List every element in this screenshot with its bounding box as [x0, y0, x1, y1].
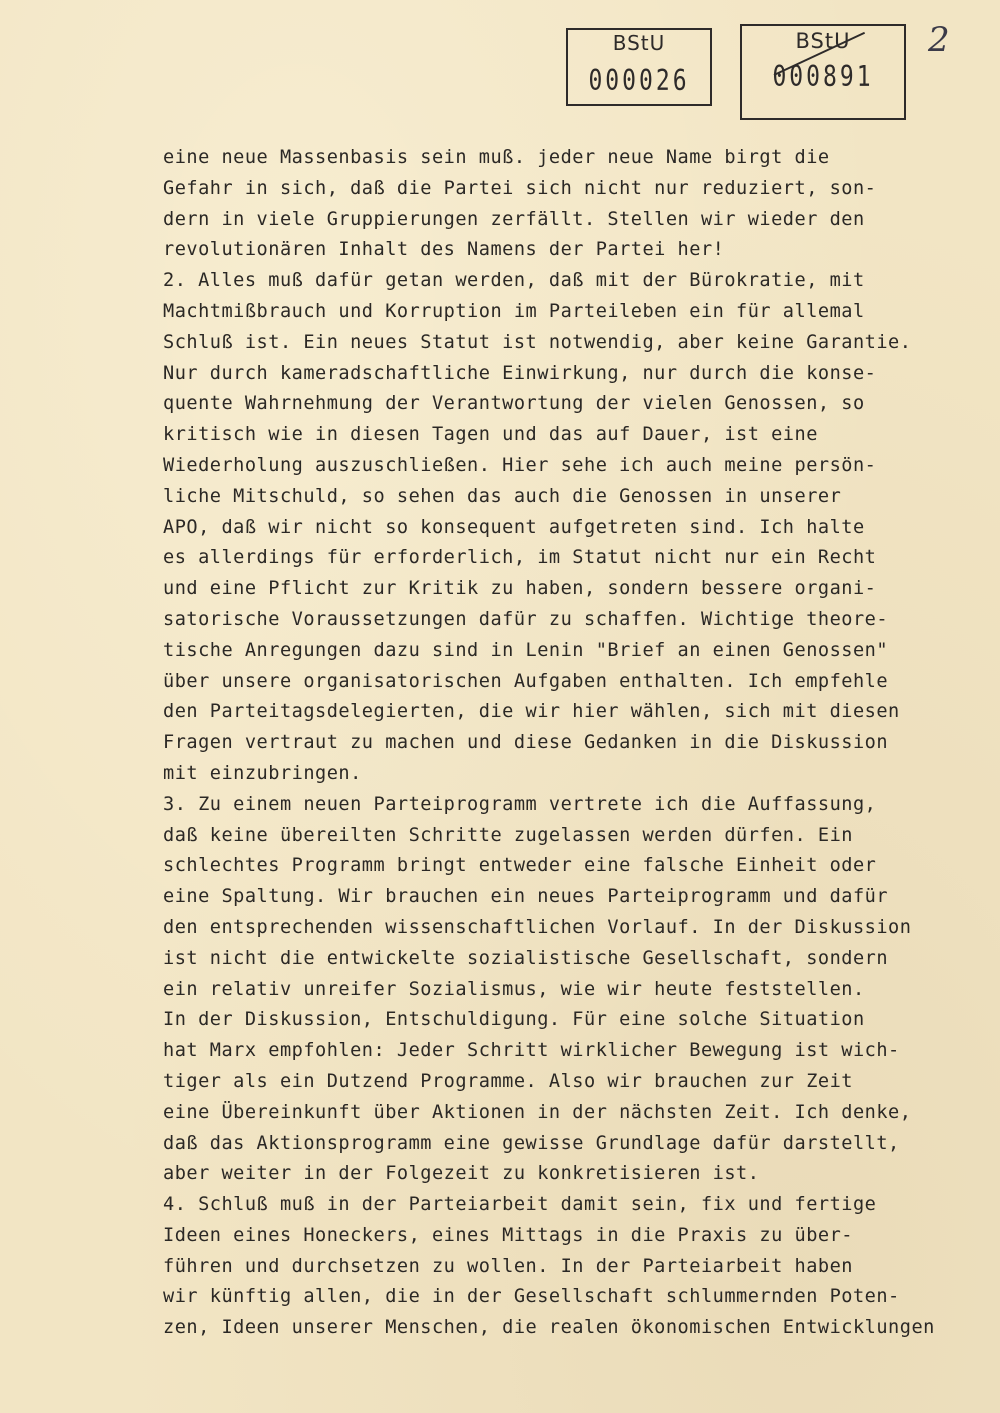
text-line: ist nicht die entwickelte sozialistische Gesellschaft, sondern — [163, 947, 889, 969]
stamp-number: 000026 — [588, 64, 690, 98]
text-line: In der Diskussion, Entschuldigung. Für eine solche Situation — [163, 1009, 865, 1031]
text-line: revolutionären Inhalt des Namens der Partei her! — [163, 239, 725, 261]
text-line: Machtmißbrauch und Korruption im Parteileben ein für allemal — [163, 300, 865, 322]
text-line: über unsere organisatorischen Aufgaben enthalten. Ich empfehle — [163, 670, 889, 692]
text-line: ein relativ unreifer Sozialismus, wie wir heute feststellen. — [163, 978, 865, 1000]
text-line: satorische Voraussetzungen dafür zu schaffen. Wichtige theore- — [163, 608, 889, 630]
text-line: APO, daß wir nicht so konsequent aufgetreten sind. Ich halte — [163, 516, 865, 538]
bstu-stamp-left — [566, 28, 712, 106]
text-line: eine Übereinkunft über Aktionen in der nächsten Zeit. Ich denke, — [163, 1101, 912, 1123]
bstu-stamp-right — [740, 24, 906, 120]
text-line: und eine Pflicht zur Kritik zu haben, sondern bessere organi- — [163, 578, 877, 600]
text-line: den Parteitagsdelegierten, die wir hier wählen, sich mit diesen — [163, 701, 900, 723]
text-line: schlechtes Programm bringt entweder eine falsche Einheit oder — [163, 855, 877, 877]
text-line: 3. Zu einem neuen Parteiprogramm vertrete ich die Auffassung, — [163, 793, 877, 815]
text-line: 4. Schluß muß in der Parteiarbeit damit sein, fix und fertige — [163, 1194, 877, 1216]
text-line: mit einzubringen. — [163, 762, 362, 784]
text-line: tische Anregungen dazu sind in Lenin "Brief an einen Genossen" — [163, 639, 889, 661]
text-line: wir künftig allen, die in der Gesellschaft schlummernden Poten- — [163, 1286, 900, 1308]
text-line: dern in viele Gruppierungen zerfällt. Stellen wir wieder den — [163, 208, 865, 230]
text-line: hat Marx empfohlen: Jeder Schritt wirklicher Bewegung ist wich- — [163, 1040, 900, 1062]
text-line: aber weiter in der Folgezeit zu konkretisieren ist. — [163, 1163, 760, 1185]
handwritten-page-number: 2 — [928, 20, 950, 60]
text-line: Nur durch kameradschaftliche Einwirkung, nur durch die konse- — [163, 362, 877, 384]
text-line: quente Wahrnehmung der Verantwortung der vielen Genossen, so — [163, 393, 865, 415]
text-line: Fragen vertraut zu machen und diese Gedanken in die Diskussion — [163, 732, 889, 754]
text-line: kritisch wie in diesen Tagen und das auf Dauer, ist eine — [163, 424, 818, 446]
text-line: liche Mitschuld, so sehen das auch die Genossen in unserer — [163, 485, 842, 507]
stamp-label: BStU — [612, 31, 666, 55]
stamp-number-crossed-out: 000891 — [772, 60, 874, 94]
text-line: Schluß ist. Ein neues Statut ist notwendig, aber keine Garantie. — [163, 331, 912, 353]
text-line: Ideen eines Honeckers, eines Mittags in die Praxis zu über- — [163, 1224, 853, 1246]
text-line: Wiederholung auszuschließen. Hier sehe ich auch meine persön- — [163, 454, 877, 476]
text-line: eine Spaltung. Wir brauchen ein neues Parteiprogramm und dafür — [163, 886, 889, 908]
text-line: daß keine übereilten Schritte zugelassen werden dürfen. Ein — [163, 824, 853, 846]
text-line: eine neue Massenbasis sein muß. jeder neue Name birgt die — [163, 147, 830, 168]
text-line: den entsprechenden wissenschaftlichen Vorlauf. In der Diskussion — [163, 916, 912, 938]
text-line: Gefahr in sich, daß die Partei sich nicht nur reduziert, son- — [163, 177, 877, 199]
stamp-label: BStU — [795, 29, 851, 53]
typewritten-body-text — [163, 143, 963, 1344]
text-line: führen und durchsetzen zu wollen. In der Parteiarbeit haben — [163, 1255, 853, 1277]
text-line: daß das Aktionsprogramm eine gewisse Grundlage dafür darstellt, — [163, 1132, 900, 1154]
text-line: zen, Ideen unserer Menschen, die realen ökonomischen Entwicklungen — [163, 1317, 935, 1339]
text-line: 2. Alles muß dafür getan werden, daß mit der Bürokratie, mit — [163, 270, 865, 292]
text-line: es allerdings für erforderlich, im Statut nicht nur ein Recht — [163, 547, 877, 569]
text-line: tiger als ein Dutzend Programme. Also wir brauchen zur Zeit — [163, 1070, 853, 1092]
